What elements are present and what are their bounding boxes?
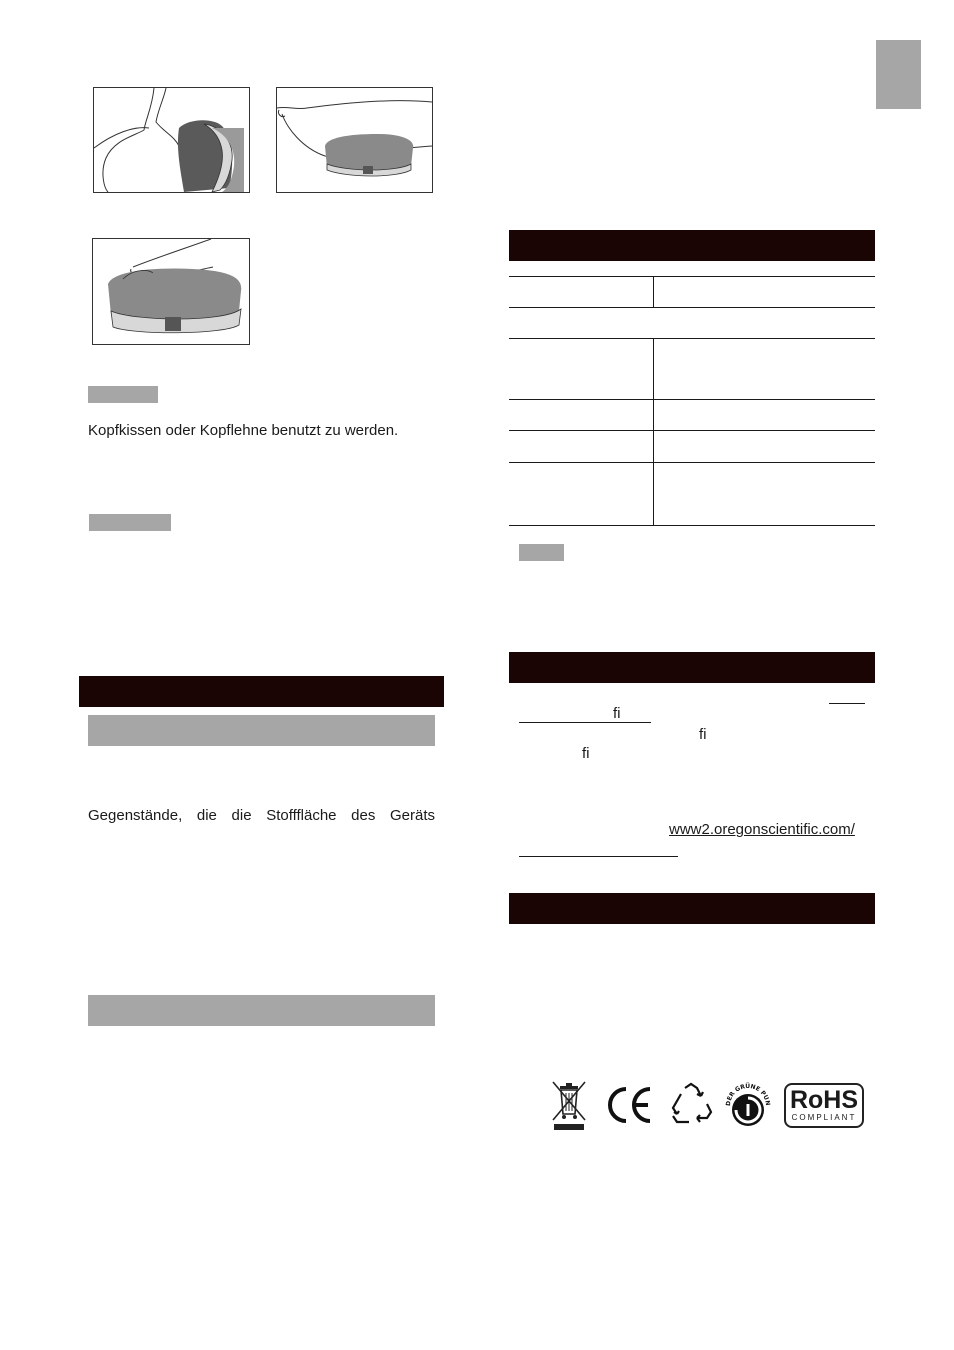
ligature-glyph: ﬁ (582, 745, 590, 762)
table-column-divider (653, 338, 654, 525)
table-rule (509, 399, 875, 400)
table-rule (509, 307, 875, 308)
word: Gegenstände, (88, 807, 183, 824)
rohs-title: RoHS (789, 1086, 859, 1114)
figure-shoulder-massage (93, 87, 250, 193)
table-rule (509, 338, 875, 339)
section-header-specifications (509, 230, 875, 261)
figure-foot-massage-large (92, 238, 250, 345)
subsection-header-storage (88, 995, 435, 1026)
table-rule (509, 276, 875, 277)
caution-label-tag (88, 386, 158, 403)
figure-foot-massage (276, 87, 433, 193)
table-rule (509, 462, 875, 463)
rohs-compliant-badge (784, 1083, 864, 1128)
ce-mark-icon (604, 1085, 652, 1125)
weee-bin-icon (551, 1080, 587, 1132)
link-underline (519, 856, 678, 857)
gruene-punkt-text: DER GRÜNE PUN (724, 1082, 772, 1107)
warranty-website-link[interactable]: www2.oregonscientific.com/ (669, 821, 855, 838)
recycle-icon (667, 1082, 715, 1128)
ligature-glyph: ﬁ (699, 726, 707, 743)
ligature-glyph: ﬁ (613, 705, 621, 722)
section-header-maintenance (79, 676, 444, 707)
word: Geräts (389, 807, 435, 824)
caution-label-tag-2 (89, 514, 171, 531)
gruene-punkt-icon (724, 1082, 772, 1130)
note-label-tag (519, 544, 564, 561)
foot-massage-illustration (277, 88, 432, 192)
rohs-subtitle: COMPLIANT (791, 1113, 857, 1122)
maintenance-text-line (88, 807, 435, 825)
caution-text: Kopfkissen oder Kopflehne benutzt zu werden. (88, 422, 399, 439)
link-underline (519, 722, 651, 723)
table-column-divider (653, 276, 654, 307)
section-header-conformity (509, 893, 875, 924)
word: des (351, 807, 376, 824)
table-rule (509, 430, 875, 431)
word: die (231, 807, 252, 824)
word: die (196, 807, 217, 824)
subsection-header-cleaning (88, 715, 435, 746)
table-rule (509, 525, 875, 526)
shoulder-massage-illustration (94, 88, 249, 192)
link-underline (829, 703, 865, 704)
foot-massage-large-illustration (93, 239, 249, 344)
side-tab (876, 40, 921, 109)
word: Stofffläche (266, 807, 337, 824)
section-header-warranty (509, 652, 875, 683)
